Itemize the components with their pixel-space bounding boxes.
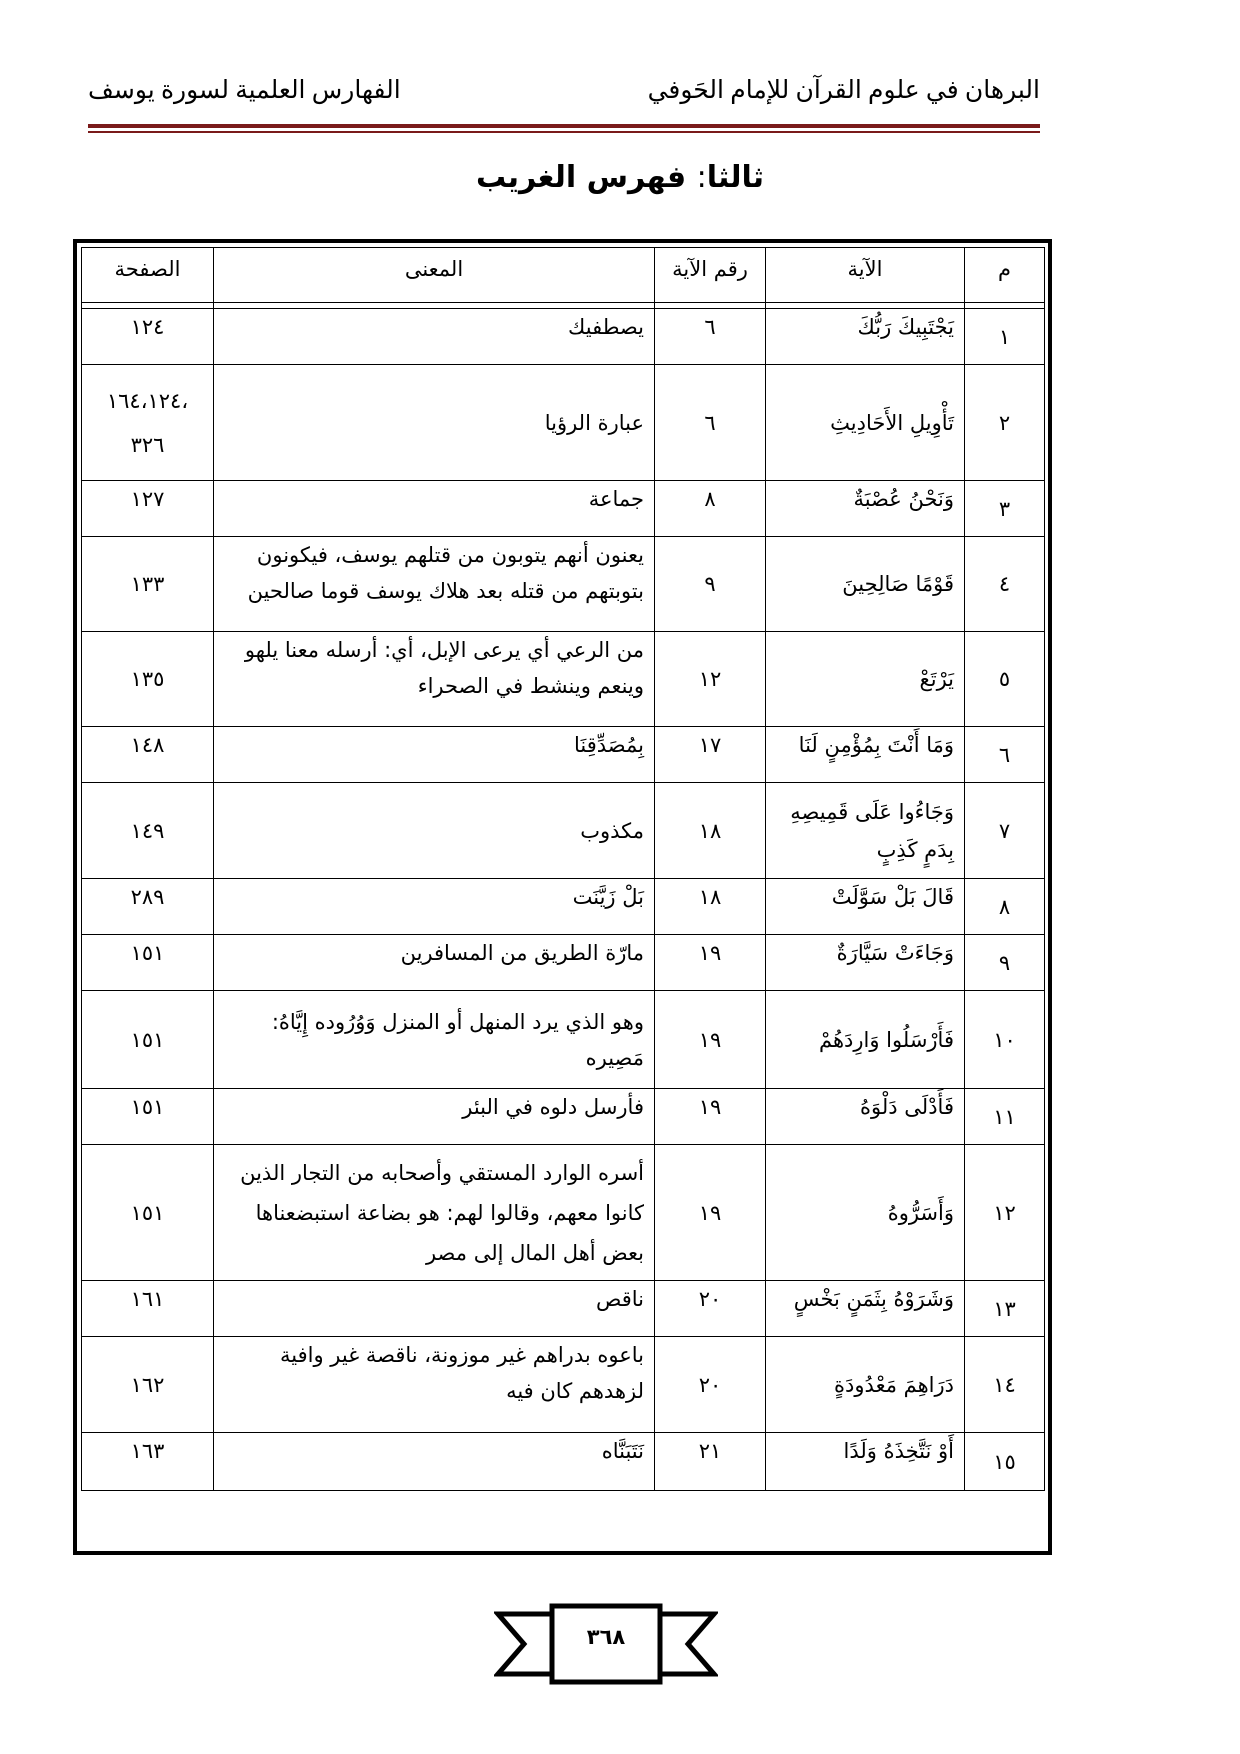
table-row (82, 1089, 1045, 1145)
row-meaning: ناقص (214, 1281, 655, 1337)
row-aya-number: ٢٠ (655, 1337, 766, 1433)
table-row (82, 783, 1045, 879)
col-header-aya-number: رقم الآية (655, 248, 766, 303)
row-meaning: بَلْ زَيَّنَت (214, 879, 655, 935)
row-aya-number: ١٩ (655, 1089, 766, 1145)
row-aya-number: ٦ (655, 365, 766, 481)
row-aya: أَوْ نَتَّخِذَهُ وَلَدًا (766, 1433, 965, 1491)
row-index: ١٣ (965, 1281, 1045, 1337)
row-aya: وَأَسَرُّوهُ (766, 1145, 965, 1281)
row-page: ،١٦٤،١٢٤ ٣٢٦ (82, 365, 214, 481)
row-page: ١٢٤ (82, 309, 214, 365)
page-number: ٣٦٨ (586, 1625, 626, 1649)
row-meaning: من الرعي أي يرعى الإبل، أي: أرسله معنا يلهو وينعم وينشط في الصحراء (214, 632, 655, 727)
row-aya: وَمَا أَنْتَ بِمُؤْمِنٍ لَنَا (766, 727, 965, 783)
row-index: ١٠ (965, 991, 1045, 1089)
row-index: ١ (965, 309, 1045, 365)
header-rule-top (88, 124, 1040, 128)
row-aya-number: ١٢ (655, 632, 766, 727)
row-page: ١٥١ (82, 991, 214, 1089)
row-aya-number: ٩ (655, 537, 766, 632)
row-page: ١٤٨ (82, 727, 214, 783)
table-row (82, 879, 1045, 935)
row-index: ١١ (965, 1089, 1045, 1145)
row-page: ١٦٣ (82, 1433, 214, 1491)
row-aya: فَأَدْلَى دَلْوَهُ (766, 1089, 965, 1145)
row-aya-number: ١٨ (655, 879, 766, 935)
row-aya-number: ١٧ (655, 727, 766, 783)
row-aya: يَرْتَعْ (766, 632, 965, 727)
header-right-text: البرهان في علوم القرآن للإمام الحَوفي (647, 77, 1040, 104)
row-page: ٢٨٩ (82, 879, 214, 935)
row-meaning: بِمُصَدِّقِنَا (214, 727, 655, 783)
row-aya-number: ٦ (655, 309, 766, 365)
row-aya-number: ١٨ (655, 783, 766, 879)
table-row (82, 1145, 1045, 1281)
row-aya: تَأْوِيلِ الأَحَادِيثِ (766, 365, 965, 481)
row-meaning: عبارة الرؤيا (214, 365, 655, 481)
row-aya: وَنَحْنُ عُصْبَةٌ (766, 481, 965, 537)
row-page: ١٦١ (82, 1281, 214, 1337)
header-rule-bottom (88, 131, 1040, 133)
table-row (82, 727, 1045, 783)
row-index: ٧ (965, 783, 1045, 879)
row-page: ١٥١ (82, 1089, 214, 1145)
table-row (82, 365, 1045, 481)
row-index: ٤ (965, 537, 1045, 632)
table-row (82, 935, 1045, 991)
row-index: ١٥ (965, 1433, 1045, 1491)
row-aya-number: ١٩ (655, 991, 766, 1089)
row-aya: وَجَاءُوا عَلَى قَمِيصِهِ بِدَمٍ كَذِبٍ (766, 783, 965, 879)
row-aya: يَجْتَبِيكَ رَبُّكَ (766, 309, 965, 365)
row-meaning: نَتَبَنَّاه (214, 1433, 655, 1491)
col-header-m: م (965, 248, 1045, 303)
page-title (0, 160, 1240, 195)
row-aya: قَوْمًا صَالِحِينَ (766, 537, 965, 632)
row-index: ١٢ (965, 1145, 1045, 1281)
row-aya: قَالَ بَلْ سَوَّلَتْ (766, 879, 965, 935)
row-aya: فَأَرْسَلُوا وَارِدَهُمْ (766, 991, 965, 1089)
table-row (82, 1337, 1045, 1433)
row-index: ٨ (965, 879, 1045, 935)
row-meaning: يصطفيك (214, 309, 655, 365)
row-index: ٣ (965, 481, 1045, 537)
table-row (82, 1281, 1045, 1337)
row-aya-number: ٨ (655, 481, 766, 537)
row-meaning: مارّة الطريق من المسافرين (214, 935, 655, 991)
row-aya-number: ١٩ (655, 935, 766, 991)
table-row (82, 309, 1045, 365)
title-main: فهرس الغريب (476, 160, 687, 195)
table-row (82, 1433, 1045, 1491)
row-index: ٦ (965, 727, 1045, 783)
col-header-meaning: المعنى (214, 248, 655, 303)
row-index: ١٤ (965, 1337, 1045, 1433)
row-page: ١٢٧ (82, 481, 214, 537)
row-meaning: باعوه بدراهم غير موزونة، ناقصة غير وافية لزهدهم كان فيه (214, 1337, 655, 1433)
row-meaning: وهو الذي يرد المنهل أو المنزل وَوُرُوده إِيَّاهُ: مَصِيره (214, 991, 655, 1089)
glossary-table (81, 247, 1045, 1491)
col-header-aya: الآية (766, 248, 965, 303)
title-colon: : (696, 160, 707, 195)
row-page: ١٦٢ (82, 1337, 214, 1433)
row-page: ١٣٣ (82, 537, 214, 632)
row-meaning: أسره الوارد المستقي وأصحابه من التجار الذين كانوا معهم، وقالوا لهم: هو بضاعة استبضعناها بعض أهل المال إلى مصر (214, 1145, 655, 1281)
table-header-row (82, 248, 1045, 303)
row-page: ١٥١ (82, 935, 214, 991)
row-meaning: جماعة (214, 481, 655, 537)
row-meaning: يعنون أنهم يتوبون من قتلهم يوسف، فيكونون بتوبتهم من قتله بعد هلاك يوسف قوما صالحين (214, 537, 655, 632)
row-page: ١٥١ (82, 1145, 214, 1281)
page-header (88, 70, 1040, 110)
header-left-text: الفهارس العلمية لسورة يوسف (88, 77, 401, 104)
row-aya: دَرَاهِمَ مَعْدُودَةٍ (766, 1337, 965, 1433)
row-aya-number: ٢١ (655, 1433, 766, 1491)
table-row (82, 481, 1045, 537)
table-row (82, 632, 1045, 727)
table-row (82, 991, 1045, 1089)
col-header-page: الصفحة (82, 248, 214, 303)
row-index: ٥ (965, 632, 1045, 727)
row-aya: وَجَاءَتْ سَيَّارَةٌ (766, 935, 965, 991)
row-index: ٩ (965, 935, 1045, 991)
row-page: ١٣٥ (82, 632, 214, 727)
row-meaning: فأرسل دلوه في البئر (214, 1089, 655, 1145)
row-page: ١٤٩ (82, 783, 214, 879)
row-index: ٢ (965, 365, 1045, 481)
row-meaning: مكذوب (214, 783, 655, 879)
title-prefix: ثالثا (706, 160, 764, 195)
row-aya: وَشَرَوْهُ بِثَمَنٍ بَخْسٍ (766, 1281, 965, 1337)
table-row (82, 537, 1045, 632)
row-aya-number: ٢٠ (655, 1281, 766, 1337)
row-aya-number: ١٩ (655, 1145, 766, 1281)
